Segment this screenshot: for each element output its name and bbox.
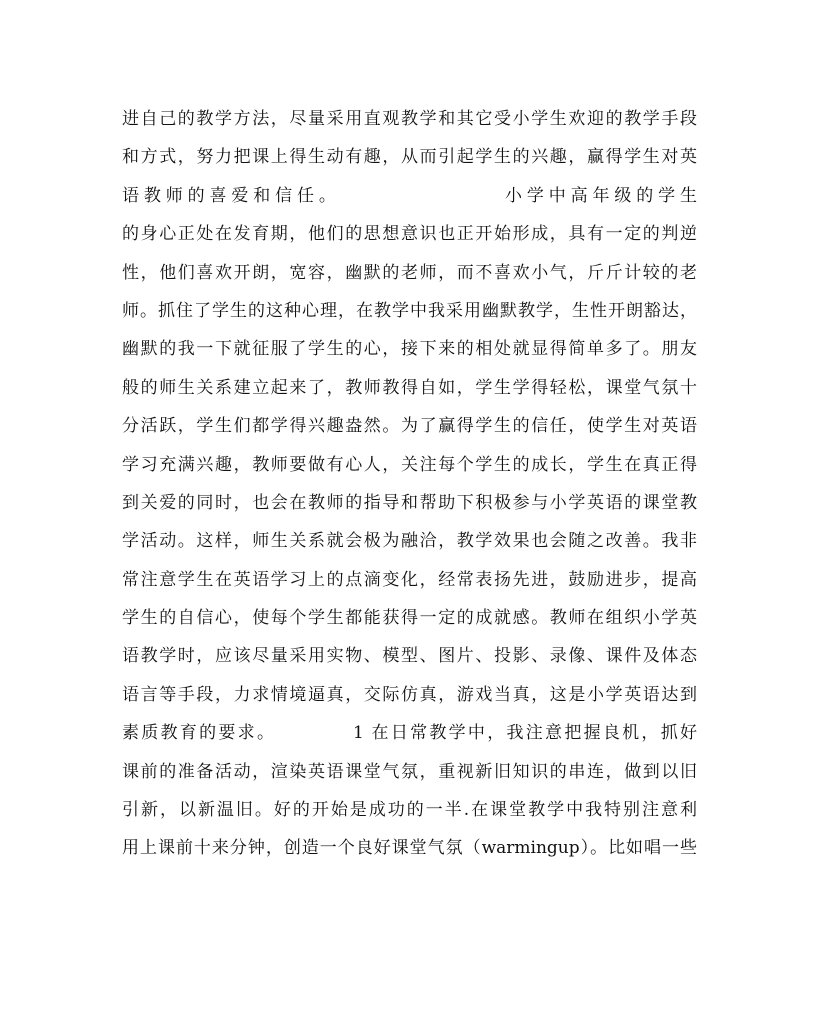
body-text xyxy=(122,100,697,868)
text-line: 素质教育的要求。 1 在日常教学中，我注意把握良机，抓好 xyxy=(122,723,697,744)
text-line: 引新，以新温旧。好的开始是成功的一半.在课堂教学中我特别注意利 xyxy=(122,800,697,821)
text-line: 分活跃，学生们都学得兴趣盎然。为了赢得学生的信任，使学生对英语 xyxy=(122,416,697,437)
text-line: 幽默的我一下就征服了学生的心，接下来的相处就显得简单多了。朋友 xyxy=(122,339,697,360)
text-line: 学生的自信心，使每个学生都能获得一定的成就感。教师在组织小学英 xyxy=(122,608,697,629)
text-line: 语教学时，应该尽量采用实物、模型、图片、投影、录像、课件及体态 xyxy=(122,646,697,667)
text-line: 性，他们喜欢开朗，宽容，幽默的老师，而不喜欢小气，斤斤计较的老 xyxy=(122,262,697,283)
text-line: 学习充满兴趣，教师要做有心人，关注每个学生的成长，学生在真正得 xyxy=(122,454,697,475)
text-line: 常注意学生在英语学习上的点滴变化，经常表扬先进，鼓励进步，提高 xyxy=(122,569,697,590)
text-line: 般的师生关系建立起来了，教师教得自如，学生学得轻松，课堂气氛十 xyxy=(122,377,697,398)
text-line: 的身心正处在发育期，他们的思想意识也正开始形成，具有一定的判逆 xyxy=(122,224,697,245)
text-line: 师。抓住了学生的这种心理，在教学中我采用幽默教学，生性开朗豁达， xyxy=(122,300,697,321)
text-line: 语教师的喜爱和信任。 小学中高年级的学生 xyxy=(122,185,697,206)
text-line: 课前的准备活动，渲染英语课堂气氛，重视新旧知识的串连，做到以旧 xyxy=(122,761,697,782)
text-line: 语言等手段，力求情境逼真，交际仿真，游戏当真，这是小学英语达到 xyxy=(122,684,697,705)
text-line: 到关爱的同时，也会在教师的指导和帮助下积极参与小学英语的课堂教 xyxy=(122,492,697,513)
text-line: 和方式，努力把课上得生动有趣，从而引起学生的兴趣，赢得学生对英 xyxy=(122,147,697,168)
text-line: 进自己的教学方法，尽量采用直观教学和其它受小学生欢迎的教学手段 xyxy=(122,109,697,129)
text-line: 学活动。这样，师生关系就会极为融洽，教学效果也会随之改善。我非 xyxy=(122,531,697,552)
text-line: 用上课前十来分钟，创造一个良好课堂气氛（warmingup）。比如唱一些 xyxy=(122,838,697,859)
